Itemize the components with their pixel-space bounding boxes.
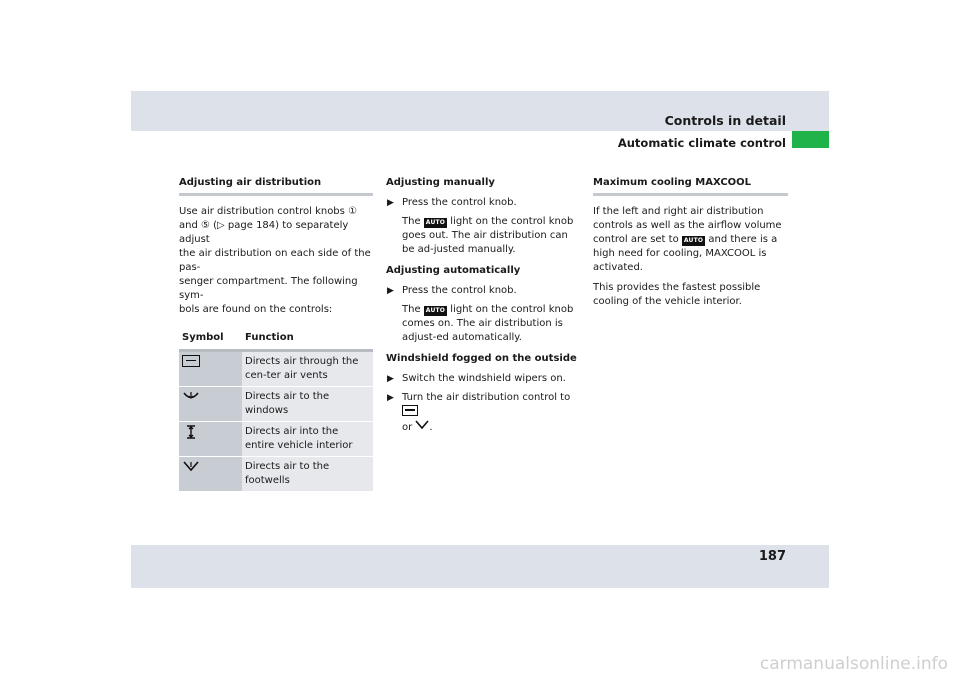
maxcool-paragraph: This provides the fastest possible cooling of the vehicle interior.	[593, 282, 761, 307]
table-row	[179, 422, 373, 457]
paragraph-text: If the left and right air distribution controls as well as the airflow volume control are set to	[593, 206, 782, 245]
manual-heading: Adjusting manually	[386, 177, 495, 188]
header-title: Controls in detail	[664, 113, 786, 128]
intro-text: and	[179, 220, 201, 231]
step-text: .	[429, 422, 433, 433]
step-text: Press the control knob.	[402, 197, 517, 208]
column-air-distribution	[179, 176, 373, 492]
step-text: Switch the windshield wipers on.	[402, 373, 566, 384]
watermark: carmanualsonline.info	[759, 654, 948, 674]
bullet-arrow-icon: ▶	[387, 286, 394, 296]
column-manual-auto	[386, 176, 582, 440]
footer-band	[131, 545, 829, 588]
result-text	[386, 215, 582, 257]
auto-badge: AUTO	[425, 219, 446, 226]
step-text: Press the control knob.	[402, 285, 517, 296]
auto-badge: AUTO	[683, 237, 704, 244]
footwell-icon	[182, 460, 200, 472]
function-cell: Directs air to the windows	[242, 387, 373, 422]
result-prefix: The	[402, 216, 424, 227]
page-number: 187	[758, 549, 786, 564]
footwell-icon	[415, 420, 429, 435]
result-body: light on the control knob goes out. The air distribution can be ad-justed manually.	[402, 216, 574, 255]
intro-text: Use air distribution control knobs	[179, 206, 349, 217]
bullet-arrow-icon: ▶	[387, 198, 394, 208]
column-header-symbol: Symbol	[179, 327, 242, 351]
auto-heading: Adjusting automatically	[386, 265, 521, 276]
bullet-arrow-icon: ▶	[387, 374, 394, 384]
header-subtitle: Automatic climate control	[617, 136, 786, 150]
bullet-arrow-icon: ▶	[387, 393, 394, 403]
function-cell: Directs air into the entire vehicle interior	[242, 422, 373, 457]
symbol-table	[179, 327, 373, 492]
table-row	[179, 457, 373, 492]
function-cell: Directs air through the cen-ter air vents	[242, 351, 373, 387]
auto-badge: AUTO	[425, 307, 446, 314]
list-item	[386, 284, 582, 298]
list-item	[386, 391, 582, 435]
table-header-row	[179, 327, 373, 351]
function-cell: Directs air to the footwells	[242, 457, 373, 492]
step-text: Turn the air distribution control to	[402, 392, 571, 403]
paragraph-text: and there is a high need for cooling, MAXCOOL is activated.	[593, 234, 778, 273]
panel-vent-icon	[182, 355, 200, 367]
section-tab	[792, 131, 829, 148]
result-prefix: The	[402, 304, 424, 315]
intro-paragraph	[179, 205, 373, 317]
column-maxcool	[593, 176, 788, 315]
intro-text: the air distribution on each side of the pas-	[179, 248, 371, 273]
column-header-function: Function	[242, 327, 373, 351]
step-text: or	[402, 422, 416, 433]
panel-vent-icon	[402, 405, 418, 416]
fog-heading: Windshield fogged on the outside	[386, 353, 577, 364]
section-heading: Adjusting air distribution	[179, 176, 373, 196]
section-heading: Maximum cooling MAXCOOL	[593, 176, 788, 196]
table-row	[179, 351, 373, 387]
intro-text: bols are found on the controls:	[179, 304, 333, 315]
list-item	[386, 196, 582, 210]
result-body: light on the control knob comes on. The air distribution is adjust-ed automatically.	[402, 304, 574, 343]
knob-5-marker: ⑤	[201, 220, 210, 231]
windshield-icon	[182, 390, 200, 402]
intro-text: senger compartment. The following sym-	[179, 276, 358, 301]
result-text	[386, 303, 582, 345]
maxcool-paragraph	[593, 205, 788, 275]
knob-1-marker: ①	[348, 206, 358, 217]
interior-icon	[182, 425, 200, 437]
table-row	[179, 387, 373, 422]
list-item	[386, 372, 582, 386]
page-reference: (▷ page 184) to separately adjust	[179, 220, 349, 245]
